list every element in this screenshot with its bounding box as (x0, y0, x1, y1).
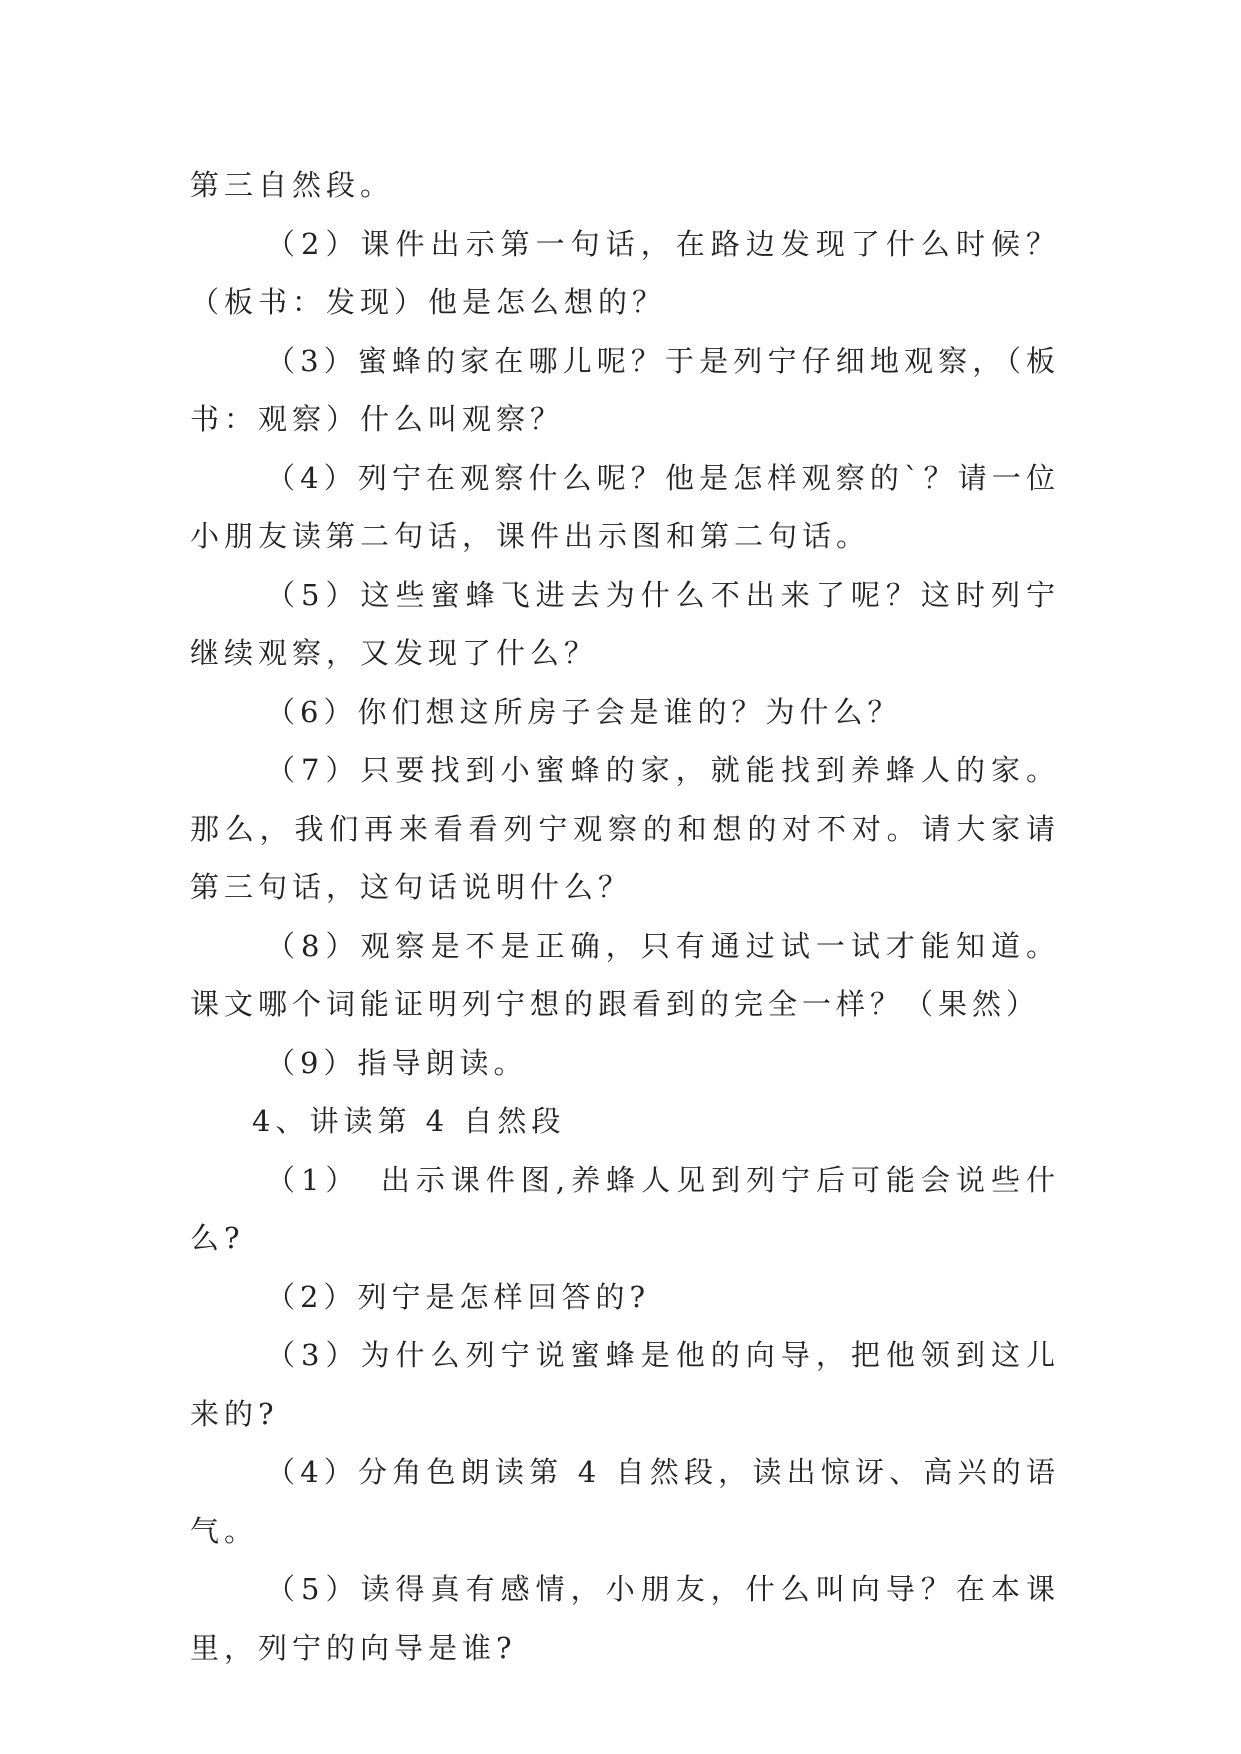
paragraph-subitem-2: （2）列宁是怎样回答的? (266, 1279, 650, 1314)
paragraph-subitem-4: （4）分角色朗读第 4 自然段，读出惊讶、高兴的语气。 (190, 1455, 1060, 1548)
paragraph-item-6: （6）你们想这所房子会是谁的？为什么？ (266, 694, 902, 729)
paragraph-item-2: （2）课件出示第一句话，在路边发现了什么时候？（板书：发现）他是怎么想的？ (190, 226, 1060, 319)
paragraph-item-5: （5）这些蜜蜂飞进去为什么不出来了呢？这时列宁继续观察，又发现了什么？ (190, 577, 1060, 670)
paragraph-subitem-1: （1） 出示课件图,养蜂人见到列宁后可能会说些什么? (190, 1162, 1060, 1255)
paragraph-item-4: （4）列宁在观察什么呢？他是怎样观察的`？请一位小朋友读第二句话，课件出示图和第二句话。 (190, 460, 1060, 553)
paragraph-continuation: 第三自然段。 (190, 168, 395, 202)
section-heading-4: 4、讲读第 4 自然段 (252, 1104, 566, 1138)
paragraph-subitem-3: （3）为什么列宁说蜜蜂是他的向导，把他领到这儿来的? (190, 1338, 1060, 1431)
paragraph-item-3: （3）蜜蜂的家在哪儿呢？于是列宁仔细地观察，（板书：观察）什么叫观察？ (190, 343, 1060, 436)
paragraph-item-8: （8）观察是不是正确，只有通过试一试才能知道。课文哪个词能证明列宁想的跟看到的完全一样？（果然） (190, 928, 1060, 1021)
paragraph-item-9: （9）指导朗读。 (266, 1045, 528, 1080)
paragraph-subitem-5: （5）读得真有感情，小朋友，什么叫向导？在本课里，列宁的向导是谁? (190, 1572, 1060, 1665)
paragraph-item-7: （7）只要找到小蜜蜂的家，就能找到养蜂人的家。那么，我们再来看看列宁观察的和想的对不对。请大家请第三句话，这句话说明什么？ (190, 753, 1060, 904)
document-body (190, 156, 1060, 1677)
